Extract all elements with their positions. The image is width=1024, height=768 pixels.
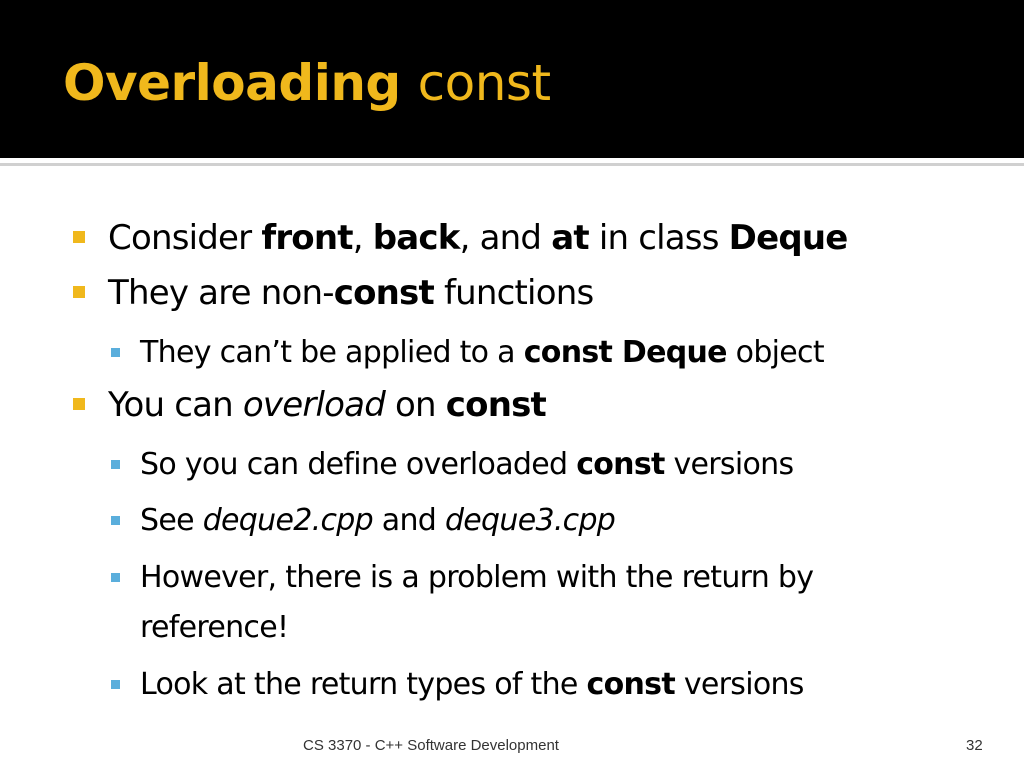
bullet-text: deque3.cpp	[444, 503, 616, 538]
bullet-text: overload	[242, 385, 385, 425]
sub-bullet-marker	[111, 460, 120, 469]
bullet-item	[108, 385, 546, 425]
sub-bullet-item	[140, 553, 813, 603]
bullet-text: See	[140, 503, 203, 538]
footer-page-number: 32	[966, 737, 983, 754]
sub-bullet-marker	[111, 516, 120, 525]
bullet-text: Look at the return types of the	[140, 667, 587, 702]
bullet-marker	[73, 231, 85, 243]
bullet-item	[108, 273, 593, 313]
bullet-text: deque2.cpp	[202, 503, 373, 538]
bullet-text: Consider	[108, 218, 262, 258]
bullet-text: and	[372, 503, 445, 538]
bullet-text: const	[586, 667, 675, 702]
bullet-marker	[73, 398, 85, 410]
bullet-text: object	[726, 335, 824, 370]
bullet-text: So you can define overloaded	[140, 447, 577, 482]
bullet-item	[108, 218, 848, 258]
bullet-text: in class	[588, 218, 729, 258]
bullet-text: const	[333, 273, 434, 313]
bullet-text: versions	[664, 447, 794, 482]
sub-bullet-item	[140, 496, 615, 546]
bullet-text: However, there is a problem with the return by	[140, 560, 814, 595]
bullet-text: , and	[459, 218, 552, 258]
bullet-text: versions	[674, 667, 804, 702]
sub-bullet-item-continued	[140, 603, 288, 653]
slide-title-bold: Overloading	[63, 54, 401, 112]
bullet-text: reference!	[140, 610, 289, 645]
bullet-text: const	[576, 447, 665, 482]
sub-bullet-marker	[111, 680, 120, 689]
bullet-text: const	[445, 385, 546, 425]
bullet-text: They can’t be applied to a	[140, 335, 524, 370]
bullet-text: at	[551, 218, 589, 258]
sub-bullet-item	[140, 328, 824, 378]
bullet-text: ,	[352, 218, 373, 258]
bullet-text: functions	[433, 273, 594, 313]
bullet-text: They are non-	[108, 273, 334, 313]
footer-course: CS 3370 - C++ Software Development	[303, 737, 559, 754]
slide-title-normal: const	[417, 54, 551, 112]
sub-bullet-marker	[111, 573, 120, 582]
title-divider	[0, 163, 1024, 166]
bullet-text: on	[385, 385, 446, 425]
bullet-text: const Deque	[523, 335, 727, 370]
bullet-text: front	[261, 218, 353, 258]
bullet-text: You can	[108, 385, 243, 425]
sub-bullet-marker	[111, 348, 120, 357]
slide-title	[63, 56, 551, 111]
sub-bullet-item	[140, 660, 804, 710]
bullet-marker	[73, 286, 85, 298]
bullet-text: back	[372, 218, 460, 258]
bullet-text: Deque	[728, 218, 848, 258]
sub-bullet-item	[140, 440, 793, 490]
